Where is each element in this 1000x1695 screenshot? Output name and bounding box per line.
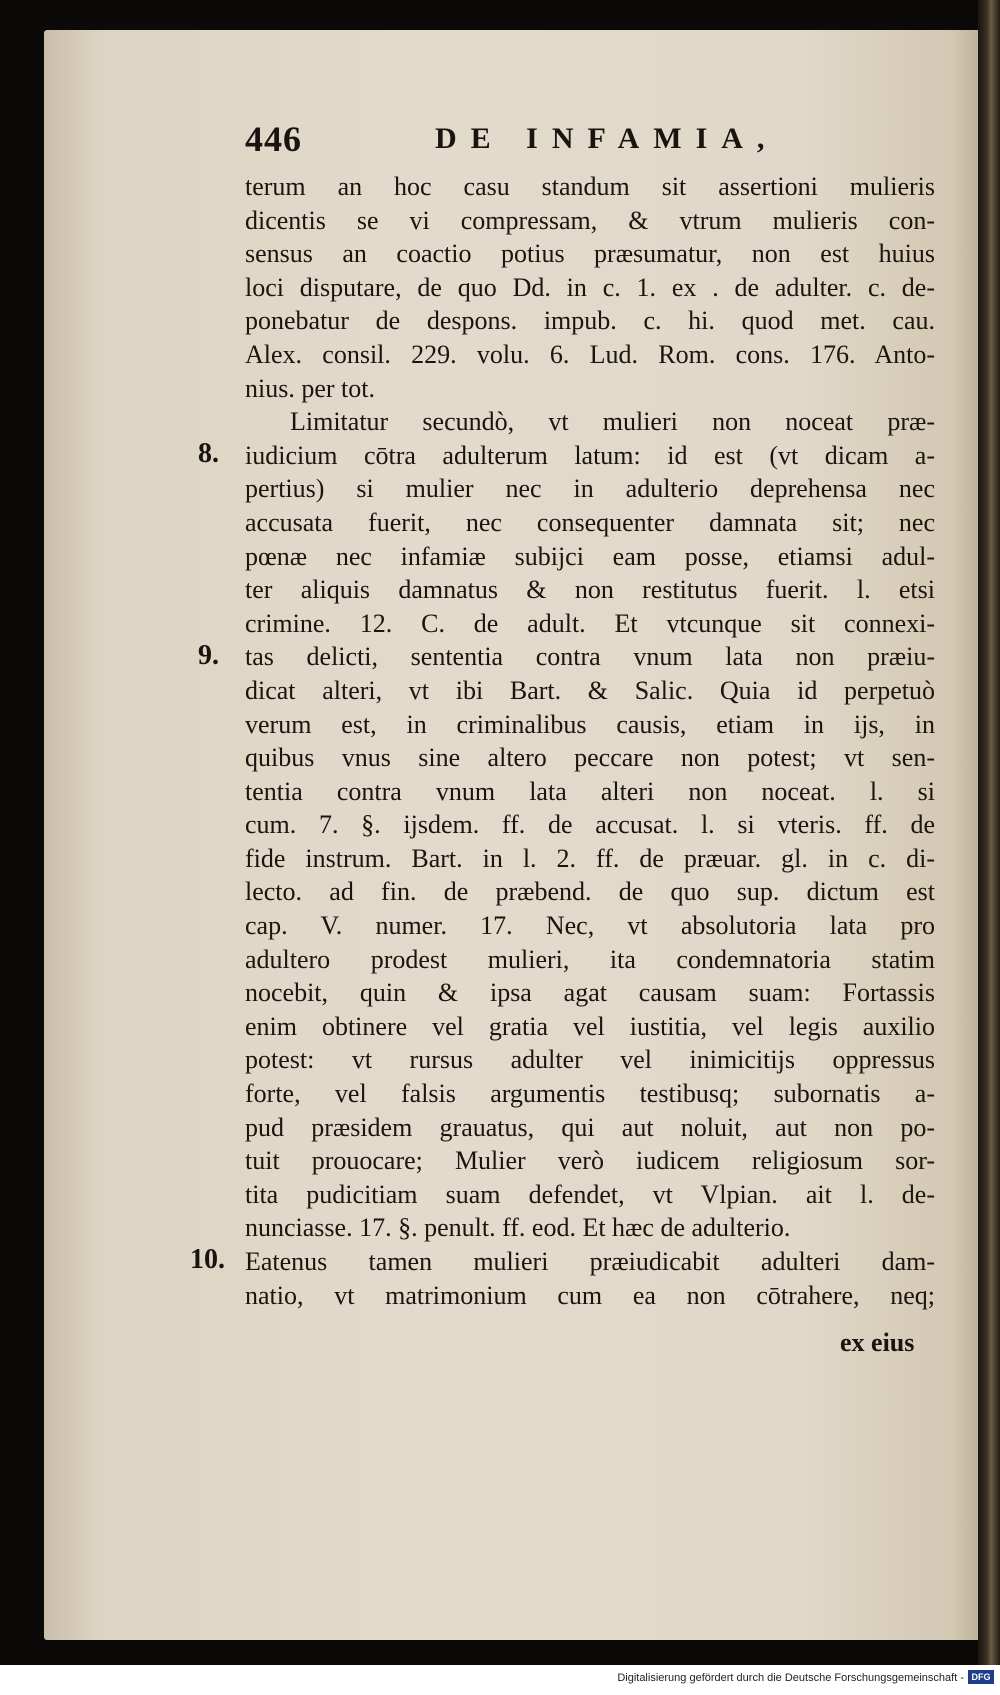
- text-line: ter aliquis damnatus & non restitutus fuerit. l. etsi: [245, 575, 935, 605]
- text-line: forte, vel falsis argumentis testibusq; subornatis a-: [245, 1079, 935, 1109]
- text-line: Alex. consil. 229. volu. 6. Lud. Rom. cons. 176. Anto-: [245, 339, 935, 369]
- text-line: adultero prodest mulieri, ita condemnatoria statim: [245, 944, 935, 974]
- text-line: Eatenus tamen mulieri præiudicabit adulteri dam-: [245, 1247, 935, 1276]
- text-line: terum an hoc casu standum sit assertioni mulieris: [245, 172, 935, 201]
- text-line: dicentis se vi compressam, & vtrum mulieris con-: [245, 205, 935, 235]
- text-line: natio, vt matrimonium cum ea non cōtrahere, neq;: [245, 1280, 935, 1310]
- text-line: cap. V. numer. 17. Nec, vt absolutoria lata pro: [245, 911, 935, 941]
- text-line: tuit prouocare; Mulier verò iudicem religiosum sor-: [245, 1146, 935, 1176]
- body-text: [245, 170, 935, 1312]
- running-head: DE INFAMIA,: [435, 122, 779, 155]
- text-line: potest: vt rursus adulter vel inimicitijs oppressus: [245, 1045, 935, 1075]
- text-line: verum est, in criminalibus causis, etiam in ijs, in: [245, 709, 935, 739]
- text-line: quibus vnus sine altero peccare non potest; vt sen-: [245, 743, 935, 773]
- text-line: cum. 7. §. ijsdem. ff. de accusat. l. si vteris. ff. de: [245, 810, 935, 840]
- text-line: iudicium cōtra adulterum latum: id est (vt dicam a-: [245, 440, 935, 470]
- text-line: pud præsidem grauatus, qui aut noluit, aut non po-: [245, 1112, 935, 1142]
- margin-number: 9.: [198, 640, 219, 671]
- text-line: fide instrum. Bart. in l. 2. ff. de præuar. gl. in c. di-: [245, 843, 935, 873]
- page-edge: [978, 0, 1000, 1665]
- catchword: ex eius: [840, 1328, 915, 1357]
- text-line: lecto. ad fin. de præbend. de quo sup. dictum est: [245, 877, 935, 907]
- text-line: pœnæ nec infamiæ subijci eam posse, etiamsi adul-: [245, 541, 935, 571]
- text-line: tita pudicitiam suam defendet, vt Vlpian. ait l. de-: [245, 1179, 935, 1209]
- footer-credit: Digitalisierung gefördert durch die Deutsche Forschungsgemeinschaft -: [617, 1672, 964, 1684]
- text-line: dicat alteri, vt ibi Bart. & Salic. Quia id perpetuò: [245, 675, 935, 705]
- text-line: nius. per tot.: [245, 373, 375, 403]
- text-line: nocebit, quin & ipsa agat causam suam: Fortassis: [245, 978, 935, 1008]
- text-line: accusata fuerit, nec consequenter damnata sit; nec: [245, 507, 935, 537]
- text-line: pertius) si mulier nec in adulterio deprehensa nec: [245, 474, 935, 504]
- margin-number: 10.: [190, 1244, 225, 1275]
- text-line: loci disputare, de quo Dd. in c. 1. ex . de adulter. c. de-: [245, 272, 935, 302]
- text-line: enim obtinere vel gratia vel iustitia, vel legis auxilio: [245, 1011, 935, 1041]
- page-number: 446: [245, 119, 302, 159]
- text-line: tentia contra vnum lata alteri non noceat. l. si: [245, 776, 935, 806]
- text-line: tas delicti, sententia contra vnum lata non præiu-: [245, 642, 935, 672]
- text-line: sensus an coactio potius præsumatur, non est huius: [245, 239, 935, 269]
- text-line: Limitatur secundò, vt mulieri non noceat præ-: [290, 407, 935, 437]
- margin-number: 8.: [198, 438, 219, 469]
- page-header: [245, 118, 935, 168]
- text-line: nunciasse. 17. §. penult. ff. eod. Et hæc de adulterio.: [245, 1213, 791, 1243]
- text-line: ponebatur de despons. impub. c. hi. quod met. cau.: [245, 306, 935, 336]
- text-line: crimine. 12. C. de adult. Et vtcunque sit connexi-: [245, 608, 935, 638]
- dfg-logo-icon: DFG: [968, 1670, 994, 1684]
